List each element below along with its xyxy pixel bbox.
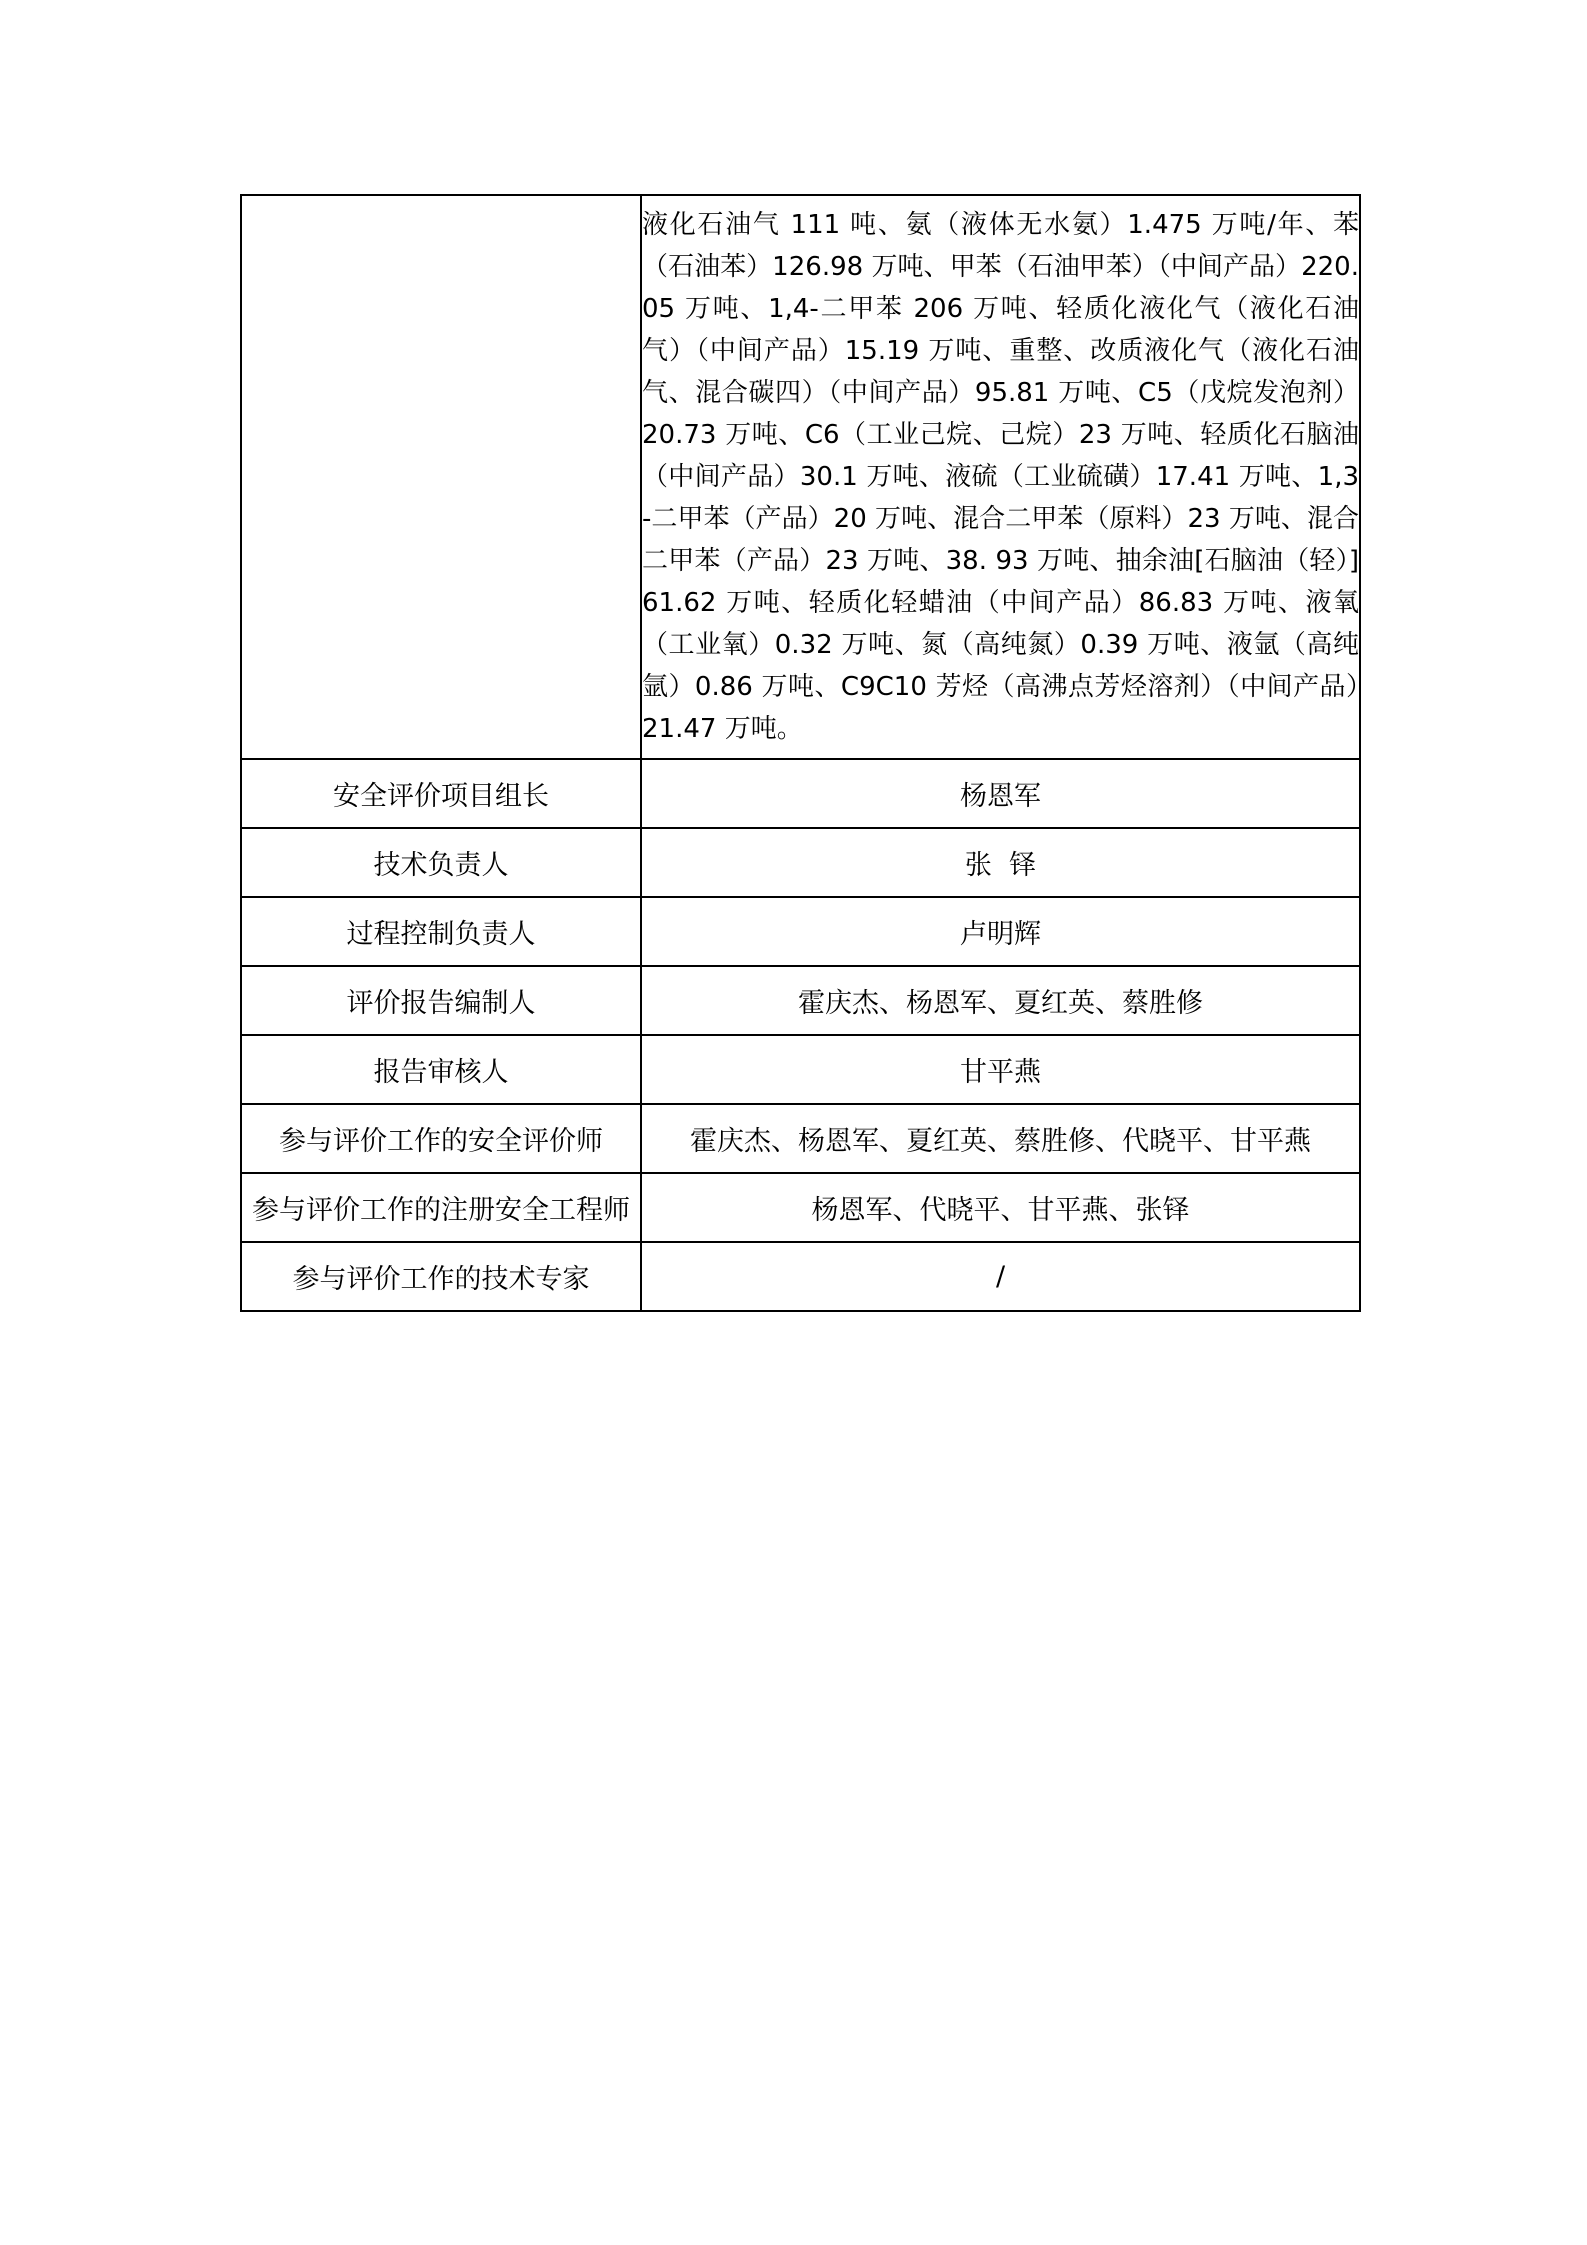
registered-engineers-value: 杨恩军、代晓平、甘平燕、张铎	[641, 1173, 1360, 1242]
evaluation-info-table	[240, 194, 1361, 1312]
table-row	[241, 1173, 1360, 1242]
table-row	[241, 1035, 1360, 1104]
products-text: 液化石油气 111 吨、氨（液体无水氨）1.475 万吨/年、苯（石油苯）126.98 万吨、甲苯（石油甲苯）（中间产品）220.05 万吨、1,4-二甲苯 206 万吨、轻质化液化气（液化石油气）（中间产品）15.19 万吨、重整、改质液化气（液化石油气、混合碳四）（中间产品）95.81 万吨、C5（戊烷发泡剂）20.73 万吨、C6（工业己烷、己烷）23 万吨、轻质化石脑油（中间产品）30.1 万吨、液硫（工业硫磺）17.41 万吨、1,3-二甲苯（产品）20 万吨、混合二甲苯（原料）23 万吨、混合二甲苯（产品）23 万吨、38. 93 万吨、抽余油[石脑油（轻）]61.62 万吨、轻质化轻蜡油（中间产品）86.83 万吨、液氧（工业氧）0.32 万吨、氮（高纯氮）0.39 万吨、液氩（高纯氩）0.86 万吨、C9C10 芳烃（高沸点芳烃溶剂）（中间产品）21.47 万吨。	[641, 195, 1360, 759]
project-leader-label: 安全评价项目组长	[241, 759, 641, 828]
safety-evaluators-value: 霍庆杰、杨恩军、夏红英、蔡胜修、代晓平、甘平燕	[641, 1104, 1360, 1173]
technical-lead-label: 技术负责人	[241, 828, 641, 897]
table-row	[241, 966, 1360, 1035]
technical-lead-value: 张 铎	[641, 828, 1360, 897]
report-reviewer-value: 甘平燕	[641, 1035, 1360, 1104]
report-reviewer-label: 报告审核人	[241, 1035, 641, 1104]
report-author-label: 评价报告编制人	[241, 966, 641, 1035]
table-row	[241, 897, 1360, 966]
safety-evaluators-label: 参与评价工作的安全评价师	[241, 1104, 641, 1173]
technical-experts-label: 参与评价工作的技术专家	[241, 1242, 641, 1311]
table-row	[241, 759, 1360, 828]
process-control-label: 过程控制负责人	[241, 897, 641, 966]
products-row	[241, 195, 1360, 759]
technical-experts-value: /	[641, 1242, 1360, 1311]
project-leader-value: 杨恩军	[641, 759, 1360, 828]
process-control-value: 卢明辉	[641, 897, 1360, 966]
registered-engineers-label: 参与评价工作的注册安全工程师	[241, 1173, 641, 1242]
report-author-value: 霍庆杰、杨恩军、夏红英、蔡胜修	[641, 966, 1360, 1035]
table-row	[241, 828, 1360, 897]
table-row	[241, 1242, 1360, 1311]
products-label-cell	[241, 195, 641, 759]
table-row	[241, 1104, 1360, 1173]
